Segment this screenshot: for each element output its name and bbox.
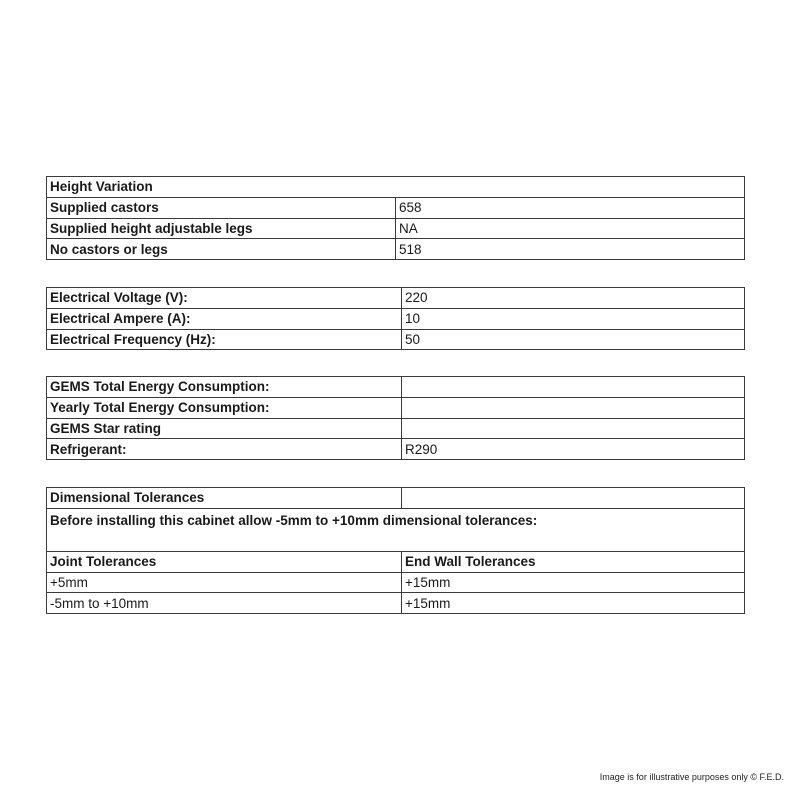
height-variation-table (46, 176, 745, 260)
row-label: GEMS Star rating (47, 418, 402, 439)
row-label: Electrical Voltage (V): (47, 288, 402, 309)
table-row (47, 197, 745, 218)
row-value: 518 (396, 239, 745, 260)
table-row (47, 288, 745, 309)
image-disclaimer: Image is for illustrative purposes only © F.E.D. (599, 772, 784, 782)
table-row (47, 329, 745, 350)
row-label: Refrigerant: (47, 439, 402, 460)
column-header-joint: Joint Tolerances (47, 551, 402, 572)
table-header-row (47, 551, 745, 572)
joint-tolerance-cell: -5mm to +10mm (47, 593, 402, 614)
table-row (47, 397, 745, 418)
row-label: GEMS Total Energy Consumption: (47, 377, 402, 398)
tolerances-title-value (402, 488, 745, 509)
row-label: Yearly Total Energy Consumption: (47, 397, 402, 418)
height-variation-title: Height Variation (47, 177, 745, 198)
row-label: Electrical Ampere (A): (47, 308, 402, 329)
row-value (402, 418, 745, 439)
tolerances-title: Dimensional Tolerances (47, 488, 402, 509)
end-wall-tolerance-cell: +15mm (402, 572, 745, 593)
energy-table (46, 376, 745, 460)
joint-tolerance-cell: +5mm (47, 572, 402, 593)
table-row (47, 377, 745, 398)
row-label: Electrical Frequency (Hz): (47, 329, 402, 350)
row-value: 10 (402, 308, 745, 329)
row-value: NA (396, 218, 745, 239)
table-row (47, 218, 745, 239)
table-row (47, 308, 745, 329)
row-label: No castors or legs (47, 239, 396, 260)
row-value: 658 (396, 197, 745, 218)
table-row (47, 239, 745, 260)
table-row (47, 508, 745, 551)
row-value: 50 (402, 329, 745, 350)
column-header-end-wall: End Wall Tolerances (402, 551, 745, 572)
table-row (47, 593, 745, 614)
row-value (402, 397, 745, 418)
end-wall-tolerance-cell: +15mm (402, 593, 745, 614)
row-label: Supplied castors (47, 197, 396, 218)
row-value: R290 (402, 439, 745, 460)
tolerances-note: Before installing this cabinet allow -5mm to +10mm dimensional tolerances: (47, 508, 745, 551)
table-row (47, 177, 745, 198)
electrical-table (46, 287, 745, 350)
table-row (47, 572, 745, 593)
table-row (47, 418, 745, 439)
table-row (47, 439, 745, 460)
row-value (402, 377, 745, 398)
tolerances-table (46, 487, 745, 614)
row-label: Supplied height adjustable legs (47, 218, 396, 239)
row-value: 220 (402, 288, 745, 309)
table-row (47, 488, 745, 509)
